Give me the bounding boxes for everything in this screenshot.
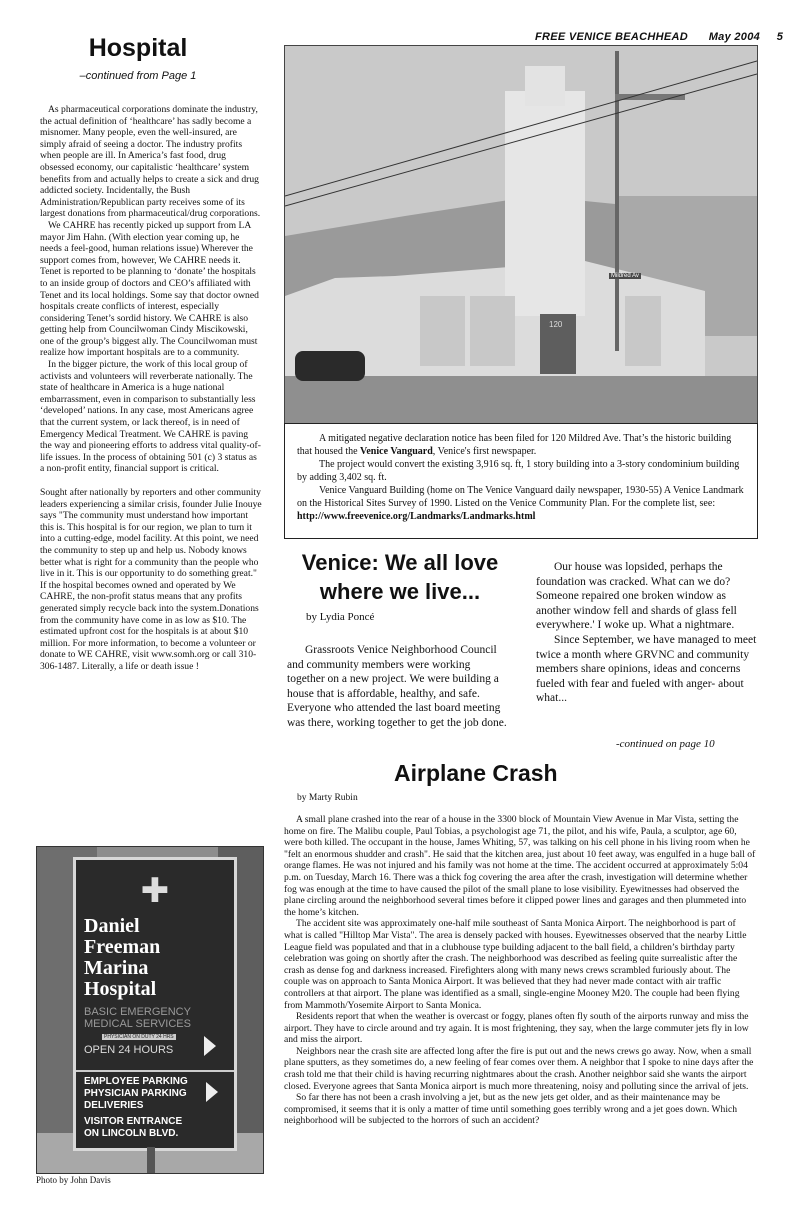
publication-name: FREE VENICE BEACHHEAD xyxy=(535,31,688,43)
arrow-right-icon xyxy=(204,1036,216,1056)
venice-right-paragraph: Since September, we have managed to meet twice a month where GRVNC and community members share opinions, ideas and concerns fueled with fear and fueled with anger- about what... xyxy=(536,633,757,705)
sign-service-line: MEDICAL SERVICES xyxy=(84,1018,191,1030)
caption-paragraph: Venice Vanguard Building (home on The Venice Vanguard daily newspaper, 1930-55) A Venice Landmark on the Historical Sites Survey of 1990. Listed on the Venice Community Plan. For the complete list, see: http://www.freevenice.org/Landmarks/Landmarks.html xyxy=(297,485,744,522)
sign-name-line: Marina xyxy=(84,957,149,979)
hospital-paragraph: We CAHRE has recently picked up support from LA mayor Jim Hahn. (With election year coming up, he needs a feel-good, human relations issue) Wherever the support comes from, however, We CAHRE needs it. Tenet is reported to be planning to ‘donate’ the hospitals to an inside group of doctors and CEO’s affiliated with Tenet and its local holdings. Some say that doctor owned hospitals create conflicts of interest, especially considering Tenet’s sordid history. We CAHRE is also getting help from Councilwoman Cindy Miscikowski, one of the group’s biggest ally. The Councilwoman must realize how important hospitals are to a community. xyxy=(40,219,259,359)
hospital-article-body xyxy=(40,104,262,824)
street-sign: Mildred Av xyxy=(611,273,639,279)
landmarks-link[interactable]: http://www.freevenice.org/Landmarks/Landmarks.html xyxy=(297,511,536,522)
venice-left-paragraph: Grassroots Venice Neighborhood Council and community members were working together on a new project. We were building a house that is affordable, healthy, and safe. Everyone who attended the last board meeting was there, working together to get the job done. xyxy=(287,644,507,729)
sign-parking-line: DELIVERIES xyxy=(84,1100,144,1111)
sign-parking-line: PHYSICIAN PARKING xyxy=(84,1088,187,1099)
door-number: 120 xyxy=(549,320,563,329)
hospital-sign-photo xyxy=(36,846,264,1174)
venice-byline: by Lydia Poncé xyxy=(306,611,375,623)
vanguard-building-illustration xyxy=(285,46,757,423)
crash-article-body xyxy=(284,814,756,1127)
hospital-title: Hospital xyxy=(88,34,188,62)
hospital-paragraph: Sought after nationally by reporters and other community leaders experiencing a similar crisis, founder Julie Inouye says "The community must understand how important this is. This hospital is for our region, we plan to turn it into a cutting-edge, model facility. At this point, we need the community to step up and help us. Nobody knows better what is right for a community than the people who live in it. This is our opportunity to do something great." If the hospital becomes owned and operated by We CAHRE, the non-profit status means that any profits generated simply recycle back into the system.Donations from the community have come in as low as $10. The estimated upfront cost for the hospitals is at about $10 million. For more information, to become a volunteer or donate to WE CAHRE, visit www.somh.org or call 310-306-1487. Literally, a life or death issue ! xyxy=(40,487,262,672)
building-caption-box xyxy=(284,423,758,539)
sign-visitor-line: ON LINCOLN BLVD. xyxy=(84,1128,179,1139)
hospital-continued-note: –continued from Page 1 xyxy=(79,70,197,82)
sign-name-line: Hospital xyxy=(84,978,157,1000)
sign-name-line: Daniel xyxy=(84,915,140,937)
caption-paragraph: A mitigated negative declaration notice has been filed for 120 Mildred Ave. That’s the historic building that housed the Venice Vanguard, Venice's first newspaper. xyxy=(297,433,732,457)
sign-name-line: Freeman xyxy=(84,936,161,958)
crash-byline: by Marty Rubin xyxy=(297,793,358,803)
sign-physician-note: PHYSICIAN ON DUTY 24 HRS xyxy=(104,1034,174,1040)
caption-paragraph: The project would convert the existing 3,916 sq. ft, 1 story building into a 3-story condominium building by adding 3,402 sq. ft. xyxy=(297,459,740,483)
crash-headline: Airplane Crash xyxy=(394,760,558,786)
sign-open-hours: OPEN 24 HOURS xyxy=(84,1044,174,1056)
venice-right-paragraph: Our house was lopsided, perhaps the foundation was cracked. What can we do? Someone repaired one broken window as another window fell and shards of glass fell everywhere.' I woke up. What a nightmare. xyxy=(536,561,737,632)
crash-paragraph: The accident site was approximately one-half mile southeast of Santa Monica Airport. The neighborhood is part of what is called "Hilltop Mar Vista". The area is densely packed with houses. Eyewitnesses observed that the nearby Little League field was populated and that in a clubhouse type building adjacent to the ball field, a children’s birthday party celebration was going on shortly after the crash. The neighborhood was described as feeling quite surrealistic after the crash as dense fog and darkness increased. Firefighters along with many news crews scrambled furiously about. The couple was on approach to Santa Monica Airport. It was believed that they had never made contact with air traffic controllers at that airport. The plane was identified as a small, single-engine Mooney M20. The couple had been flying from Mammoth/Yosemite Airport to Santa Monica. xyxy=(284,918,747,1011)
venice-right-column xyxy=(536,560,758,706)
sign-parking-line: EMPLOYEE PARKING xyxy=(84,1076,188,1087)
crash-paragraph: A small plane crashed into the rear of a house in the 3300 block of Mountain View Avenue in Mar Vista, setting the home on fire. The Malibu couple, Paul Tobias, a psychologist age 71, the pilot, and his wife, Paula, a sculptor, age 60, were both killed. The occupant in the house, James Whiting, 57, was talking on his cell phone in his living room when he "felt an enormous shudder and crash". He said that the kitchen area, just about 10 feet away, was engulfed in a huge ball of orange flames. He was not injured and his family was not home at the time. The accident occurred at approximately 5:04 p.m. on Tuesday, March 16. There was a thick fog covering the area after the crash, investigation will determine whether fog was enough at the time to have caused the pilot of the small plane to lose visibility. Eyewitnesses had observed the plane circling around the neighborhood several times before it clipped power lines and garages and then plummeted into the home’s kitchen. xyxy=(284,814,756,918)
sign-service-line: BASIC EMERGENCY xyxy=(84,1006,191,1018)
page-number: 5 xyxy=(776,31,784,43)
vanguard-building-photo xyxy=(284,45,758,424)
arrow-right-icon xyxy=(206,1082,218,1102)
running-header xyxy=(535,31,784,43)
crash-paragraph: Residents report that when the weather is overcast or foggy, planes often fly south of the airports runway and miss the airport. They have to circle around and try again. It is most frightening, they say, when the large commuter jets fly in low and miss the airport. xyxy=(284,1011,749,1046)
venice-continued-note: -continued on page 10 xyxy=(616,738,715,750)
hospital-paragraph: In the bigger picture, the work of this local group of activists and volunteers will reverberate nationally. The state of healthcare in America is a huge national embarrassment, even in comparison to substantially less ‘developed’ nations. In any case, most Americans agree that the current system, or lack thereof, is in need of Emergency Medical Treatment. We CAHRE is paving the way and pioneering efforts to address vital quality-of-life issues. In the process of obtaining 501 (c) 3 status as a non-profit entity, financial support is critical. xyxy=(40,359,261,475)
crash-paragraph: Neighbors near the crash site are affected long after the fire is put out and the news crews go away. Now, when a small plane sputters, as they sometimes do, a new feeling of fear comes over them. A neighbor that I spoke to nine days after the crash told me that their child is having recurring nightmares about the crash. Another neighbor said she wants the airport closed. Everyone agrees that Santa Monica airport is much more threatening, noisy and polluting since the arrival of jets. xyxy=(284,1045,754,1092)
hospital-cross-logo-icon: ✚ xyxy=(140,871,170,911)
issue-date: May 2004 xyxy=(708,31,761,43)
venice-headline: Venice: We all love where we live... xyxy=(301,550,499,604)
hospital-paragraph: As pharmaceutical corporations dominate the industry, the actual definition of ‘healthcare’ has sadly become a misnomer. Many people, even the well-insured, are simply afraid of seeing a doctor. The industry profits when people are ill. In America’s fast food, drug obsessed economy, our capitalistic ‘healthcare’ system benefits from and actually helps to create a sick and drug addicted society. Incidentally, the Bush Administration/Republican party receives some of its largest donations from pharmaceutical/drug corporations. xyxy=(40,104,261,220)
hospital-sign-board xyxy=(73,857,237,1151)
crash-paragraph: So far there has not been a crash involving a jet, but as the new jets get older, and as their maintenance may be compromised, it seems that it is only a matter of time until something goes terribly wrong and a jet goes down. Which neighborhood will be subjected to the horrors of such an accident? xyxy=(284,1092,738,1127)
sign-visitor-line: VISITOR ENTRANCE xyxy=(84,1116,183,1127)
photo-credit: Photo by John Davis xyxy=(36,1175,111,1185)
